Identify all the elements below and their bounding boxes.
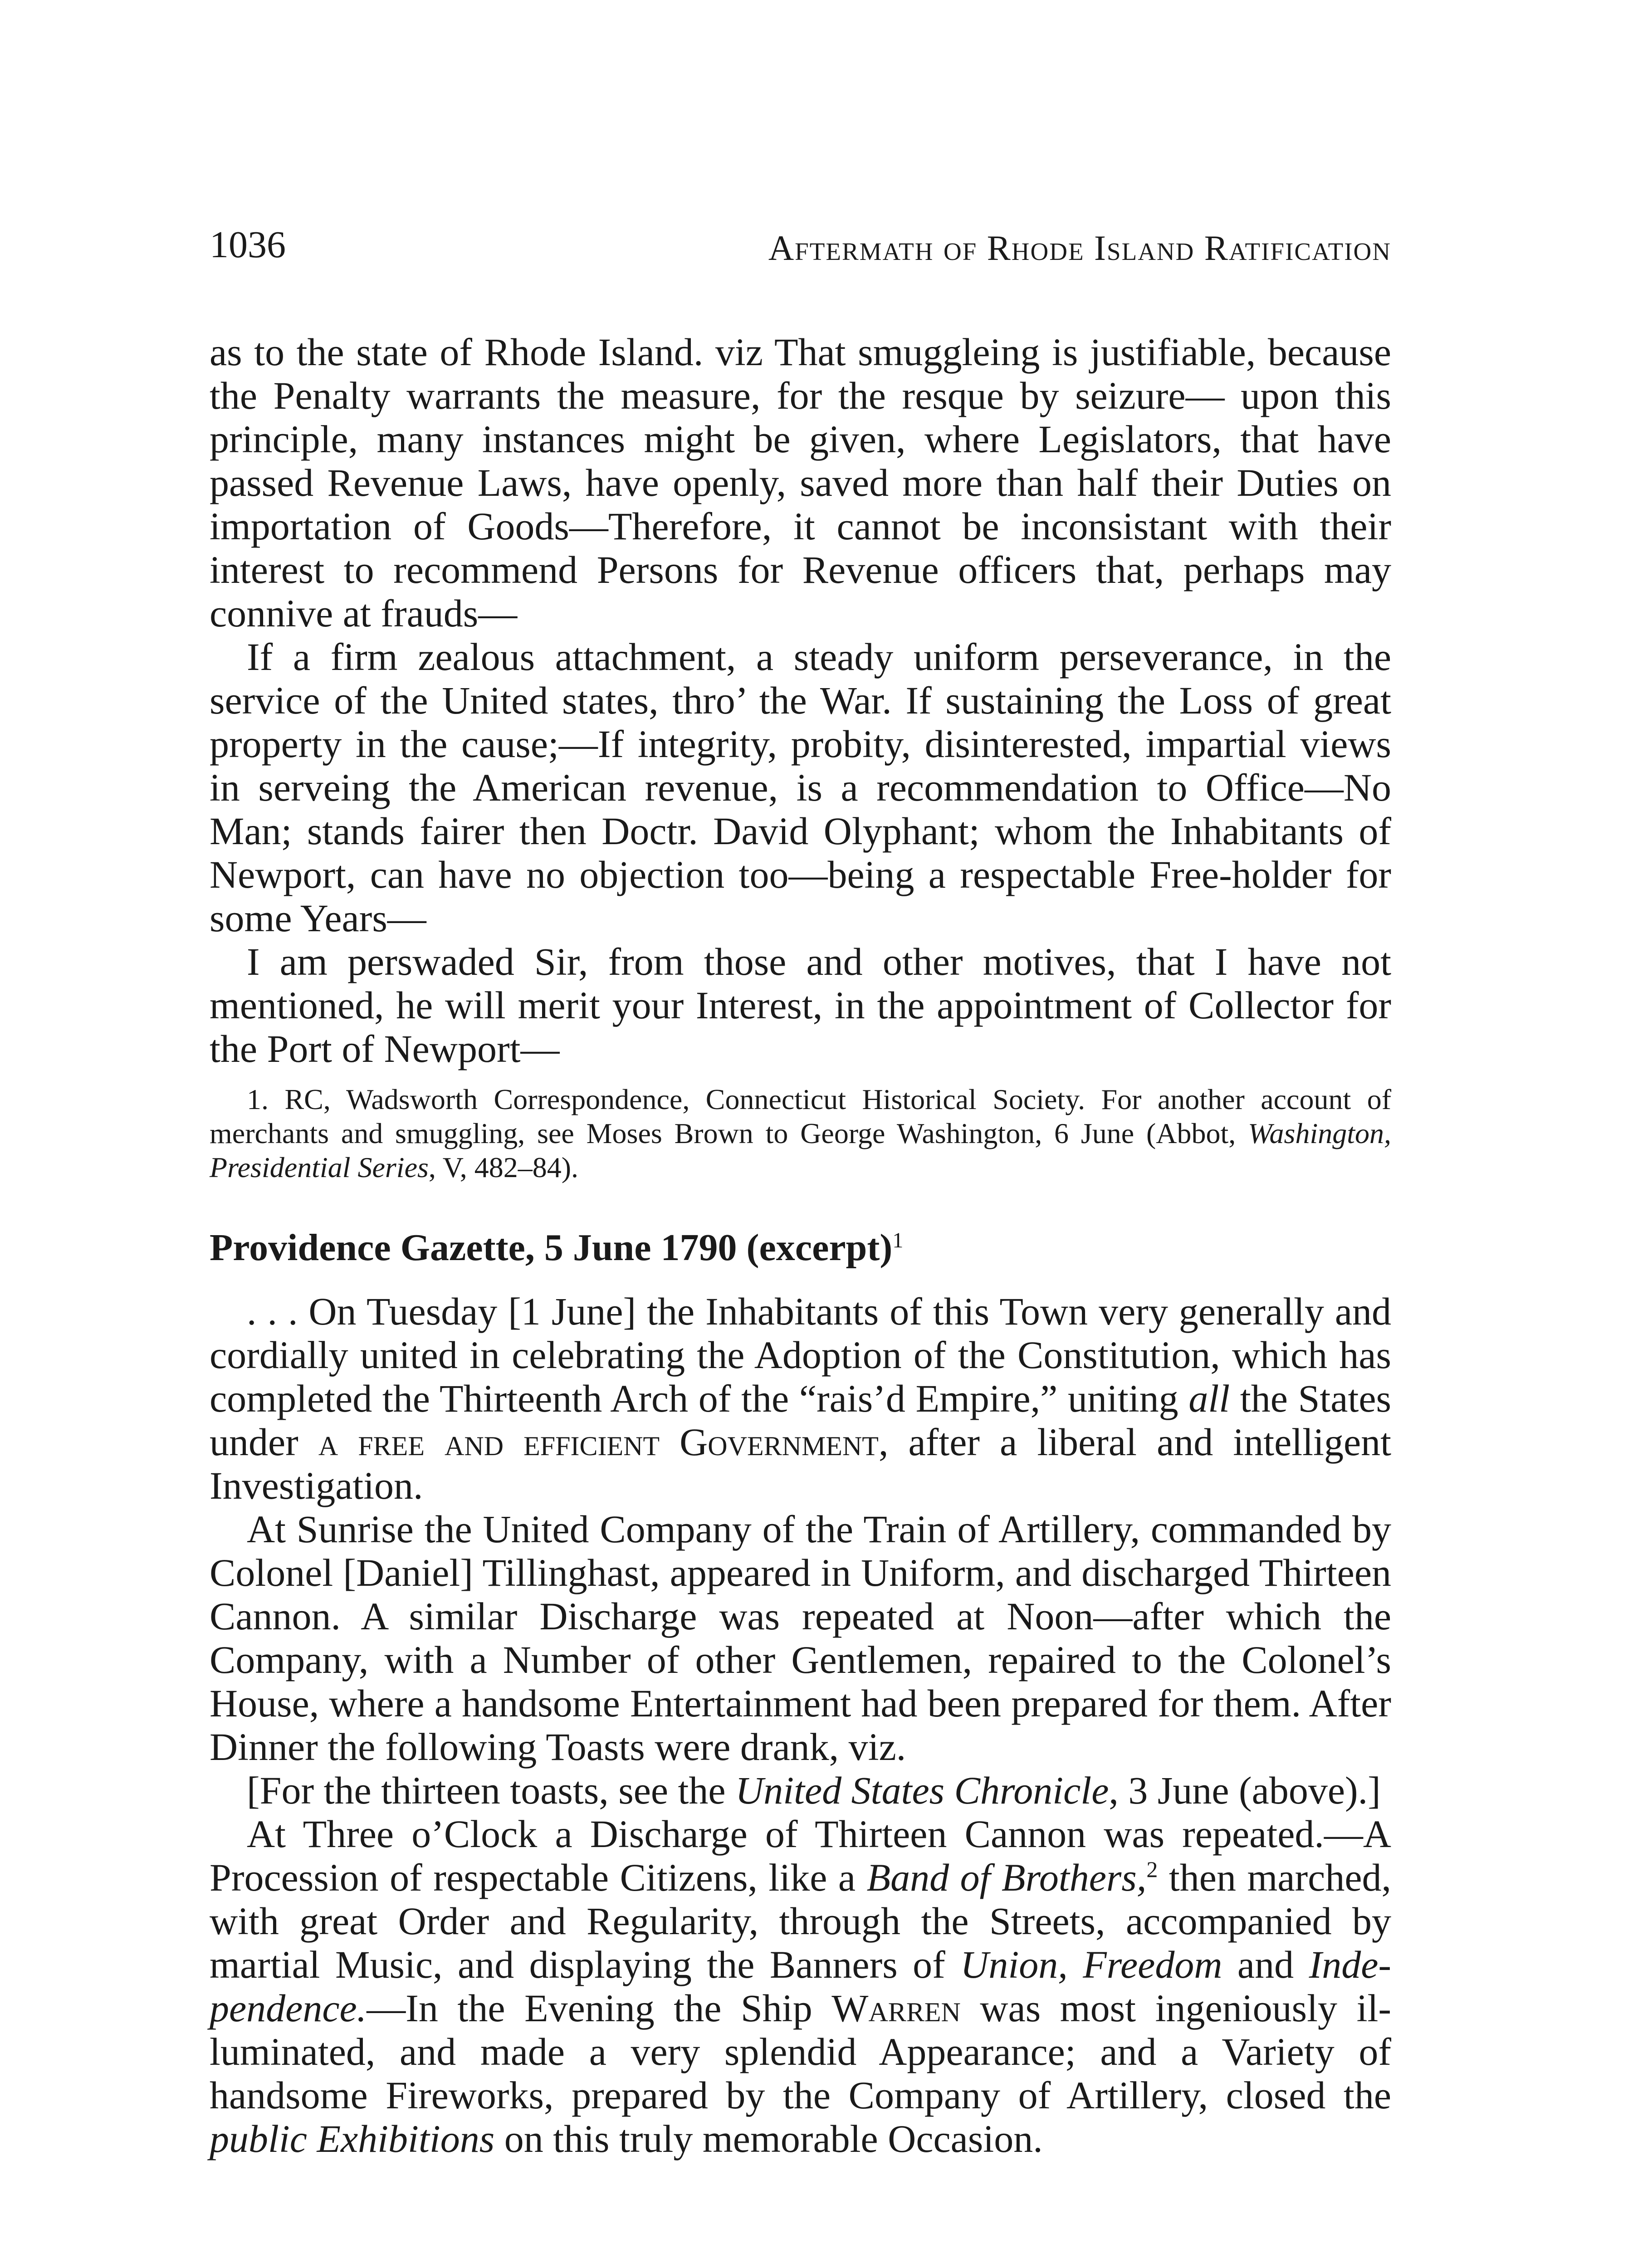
footnote-italic-title: Washington, Presidential Series — [210, 1117, 1391, 1183]
article-p4-text-d: —In the Evening the Ship — [367, 1986, 832, 2030]
article-p1-small-caps: a free and efficient Government — [318, 1420, 879, 1464]
article-p4-italic-4: public Exhibitions — [210, 2117, 495, 2160]
article-paragraph-3 — [210, 1769, 1391, 1812]
article-p1-text-c: , after a liberal and intelligent Investigation. — [210, 1420, 1392, 1507]
article-p4-italic-3: Independence. — [210, 1943, 1392, 2030]
page-content — [210, 217, 1391, 2160]
article-p1-italic: all — [1188, 1377, 1230, 1420]
section-heading-text: Providence Gazette, 5 June 1790 (excerpt) — [210, 1227, 893, 1269]
letter-paragraph-2: If a firm zealous attachment, a steady uniform perseverance, in the service of the United states, thro’ the War. If sustaining the Loss of great property in the cause;—If integrity, probity, disinterested, impartial views in serveing the American revenue, is a recommendation to Office—No Man; stands fairer then Doctr. David Olyphant; whom the Inhabitants of Newport, can have no objection too—being a respectable Free-holder for some Years— — [210, 635, 1391, 940]
article-p4-small-caps: Warren — [831, 1986, 961, 2030]
section-heading-note: 1 — [892, 1228, 904, 1252]
article-p1-text-b: the States under — [210, 1377, 1391, 1464]
section-heading — [210, 1226, 1391, 1270]
article-p4-text-e: was most ingeniously illuminated, and made a very splendid Appearance; and a Variety of handsome Fireworks, prepared by the Company of Artillery, closed the — [210, 1986, 1391, 2117]
footnote-1 — [210, 1082, 1391, 1184]
letter-paragraph-3: I am perswaded Sir, from those and other motives, that I have not mentioned, he will merit your Interest, in the appointment of Collector for the Port of Newport— — [210, 940, 1391, 1070]
letter-paragraph-1: as to the state of Rhode Island. viz That smuggleing is justifiable, because the Penalty warrants the measure, for the resque by seizure— upon this principle, many instances might be given, where Legislators, that have passed Revenue Laws, have openly, saved more than half their Duties on importation of Goods—Therefore, it cannot be inconsistant with their interest to recommend Persons for Revenue officers that, perhaps may connive at frauds— — [210, 330, 1391, 635]
article-p4-text-b: then marched, with great Order and Regularity, through the Streets, accompanied by martial Music, and displaying the Banners of — [210, 1856, 1391, 1986]
article-p4-text-c: and — [1222, 1943, 1309, 1986]
article-p4-italic-1: Band of Brothers, — [866, 1856, 1147, 1899]
footnote-text-1: RC, Wadsworth Correspondence, Connecticut Historical Society. For another account of merchants and smuggling, see Moses Brown to George Washington, 6 June (Abbot, — [210, 1083, 1392, 1149]
page-number: 1036 — [210, 224, 286, 266]
article-paragraph-1 — [210, 1290, 1391, 1507]
article-paragraph-2: At Sunrise the United Company of the Train of Artillery, commanded by Colonel [Daniel] Tillinghast, appeared in Uniform, and discharged Thirteen Cannon. A similar Discharge was repeated at Noon—after which the Company, with a Number of other Gentlemen, repaired to the Colonel’s House, where a handsome Entertainment had been prepared for them. After Dinner the following Toasts were drank, viz. — [210, 1507, 1391, 1769]
article-paragraph-4 — [210, 1812, 1391, 2160]
footnote-number: 1. — [247, 1083, 269, 1115]
article-p4-italic-2: Union, Freedom — [960, 1943, 1222, 1986]
running-title: Aftermath of Rhode Island Ratification — [768, 228, 1391, 268]
article-p3-text-a: [For the thirteen toasts, see the — [247, 1769, 736, 1812]
footnote-text-2: , V, 482–84). — [428, 1151, 578, 1183]
article-p3-text-b: , 3 June (above).] — [1109, 1769, 1381, 1812]
article-p1-text-a: . . . On Tuesday [1 June] the Inhabitants of this Town very generally and cordially united in celebrating the Adoption of the Constitution, which has completed the Thirteenth Arch of the “rais’d Empire,” uniting — [210, 1290, 1391, 1420]
article-p3-italic: United States Chronicle — [735, 1769, 1109, 1812]
article-p4-text-a: At Three o’Clock a Discharge of Thirteen Cannon was repeated.—A Procession of respectable Citizens, like a — [210, 1812, 1391, 1899]
article-p4-note: 2 — [1146, 1857, 1158, 1882]
article-p4-text-f: on this truly memorable Occasion. — [494, 2117, 1043, 2160]
running-head — [210, 217, 1391, 276]
